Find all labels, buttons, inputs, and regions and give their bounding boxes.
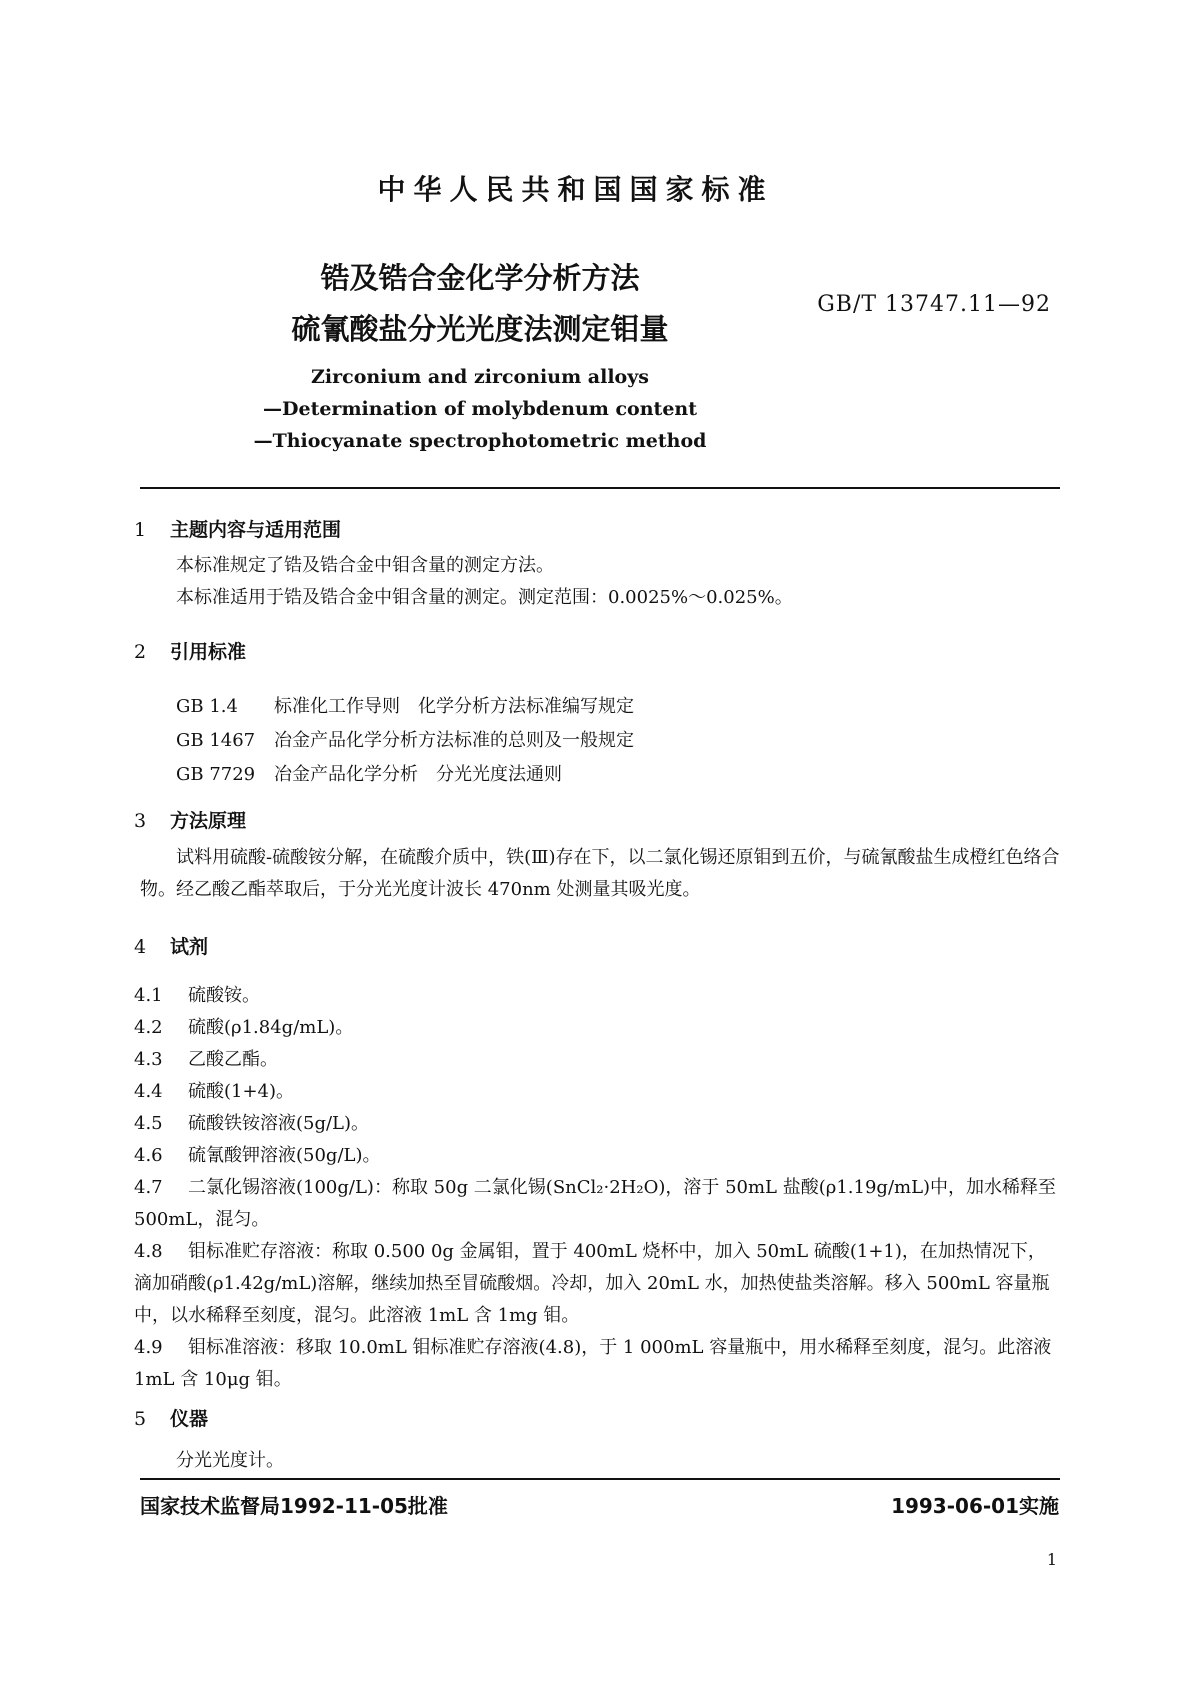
page-number: 1 xyxy=(1046,1550,1057,1569)
reagent-number: 4.7 xyxy=(134,1177,163,1198)
reagent-text: 硫酸铁铵溶液(5g/L)。 xyxy=(188,1113,370,1134)
section-1-para-2: 本标准适用于锆及锆合金中钼含量的测定。测定范围：0.0025%～0.025%。 xyxy=(176,587,793,608)
reagent-text: 硫酸铵。 xyxy=(188,985,260,1006)
section-3-heading xyxy=(134,806,246,833)
reagent-text: 硫酸(ρ1.84g/mL)。 xyxy=(188,1017,354,1038)
section-5-text: 分光光度计。 xyxy=(176,1450,284,1471)
reagent-item xyxy=(134,1236,1059,1332)
reagent-number: 4.4 xyxy=(134,1081,163,1102)
title-en-line3: —Thiocyanate spectrophotometric method xyxy=(253,430,707,452)
reagent-item xyxy=(134,1012,1059,1044)
reagent-text: 钼标准溶液：移取 10.0mL 钼标准贮存溶液(4.8)，于 1 000mL 容量瓶中，用水稀释至刻度，混匀。此溶液 1mL 含 10μg 钼。 xyxy=(134,1337,1052,1390)
title-en-line1: Zirconium and zirconium alloys xyxy=(311,366,649,388)
title-zh-line1: 锆及锆合金化学分析方法 xyxy=(320,261,640,295)
section-2-heading xyxy=(134,637,246,664)
reagent-number: 4.5 xyxy=(134,1113,163,1134)
reference-code: GB 7729 xyxy=(176,764,256,785)
section-1-heading xyxy=(134,515,341,542)
reagent-text: 硫酸(1+4)。 xyxy=(188,1081,295,1102)
effective-date: 1993-06-01实施 xyxy=(891,1494,1059,1518)
reagent-text: 硫氰酸钾溶液(50g/L)。 xyxy=(188,1145,381,1166)
reference-title: 标准化工作导则 化学分析方法标准编写规定 xyxy=(274,696,634,717)
reagent-item xyxy=(134,1140,1059,1172)
section-2-title: 引用标准 xyxy=(170,641,247,663)
reagent-text: 钼标准贮存溶液：称取 0.500 0g 金属钼，置于 400mL 烧杯中，加入 50mL 硫酸(1+1)，在加热情况下，滴加硝酸(ρ1.42g/mL)溶解，继续加热至冒硫酸烟。冷却，加入 20mL 水，加热使盐类溶解。移入 500mL 容量瓶中，以水稀释至刻度，混匀。此溶液 1mL 含 1mg 钼。 xyxy=(134,1241,1050,1326)
reagent-number: 4.6 xyxy=(134,1145,163,1166)
title-en-line2: —Determination of molybdenum content xyxy=(263,398,697,420)
section-1-para-1: 本标准规定了锆及锆合金中钼含量的测定方法。 xyxy=(176,555,554,576)
reagent-item xyxy=(134,1076,1059,1108)
approval-date: 国家技术监督局1992-11-05批准 xyxy=(140,1494,448,1518)
reagent-number: 4.1 xyxy=(134,985,163,1006)
section-5-number: 5 xyxy=(134,1408,147,1430)
reagent-text: 二氯化锡溶液(100g/L)：称取 50g 二氯化锡(SnCl₂·2H₂O)，溶于 50mL 盐酸(ρ1.19g/mL)中，加水稀释至 500mL，混匀。 xyxy=(134,1177,1057,1230)
section-2-number: 2 xyxy=(134,641,147,663)
section-3-number: 3 xyxy=(134,810,147,832)
reference-title: 冶金产品化学分析 分光光度法通则 xyxy=(274,764,562,785)
reagent-number: 4.3 xyxy=(134,1049,163,1070)
reference-code: GB 1.4 xyxy=(176,696,238,717)
section-5-heading xyxy=(134,1404,208,1431)
national-standard-header: 中华人民共和国国家标准 xyxy=(377,173,774,206)
section-1-number: 1 xyxy=(134,519,147,541)
reagent-text: 乙酸乙酯。 xyxy=(188,1049,278,1070)
section-3-text: 试料用硫酸-硫酸铵分解，在硫酸介质中，铁(Ⅲ)存在下，以二氯化锡还原钼到五价，与硫氰酸盐生成橙红色络合物。经乙酸乙酯萃取后，于分光光度计波长 470nm 处测量其吸光度。 xyxy=(140,847,1060,900)
reagent-item xyxy=(134,1044,1059,1076)
title-zh-line2: 硫氰酸盐分光光度法测定钼量 xyxy=(291,312,669,346)
standard-number: GB/T 13747.11—92 xyxy=(817,292,1051,317)
reference-item xyxy=(176,760,562,786)
reagent-number: 4.2 xyxy=(134,1017,163,1038)
reference-item xyxy=(176,726,634,752)
section-1-title: 主题内容与适用范围 xyxy=(170,519,342,541)
reagent-number: 4.9 xyxy=(134,1337,163,1358)
reagent-item xyxy=(134,1172,1059,1236)
footer-divider xyxy=(140,1478,1060,1480)
reagent-item xyxy=(134,980,1059,1012)
reagent-item xyxy=(134,1332,1059,1396)
section-4-number: 4 xyxy=(134,936,147,958)
section-4-title: 试剂 xyxy=(170,936,209,958)
header-divider xyxy=(140,487,1060,489)
reagent-number: 4.8 xyxy=(134,1241,163,1262)
section-3-title: 方法原理 xyxy=(170,810,247,832)
reference-code: GB 1467 xyxy=(176,730,256,751)
section-5-title: 仪器 xyxy=(170,1408,209,1430)
reference-item xyxy=(176,692,634,718)
reagent-item xyxy=(134,1108,1059,1140)
section-4-heading xyxy=(134,932,208,959)
reference-title: 冶金产品化学分析方法标准的总则及一般规定 xyxy=(274,730,634,751)
